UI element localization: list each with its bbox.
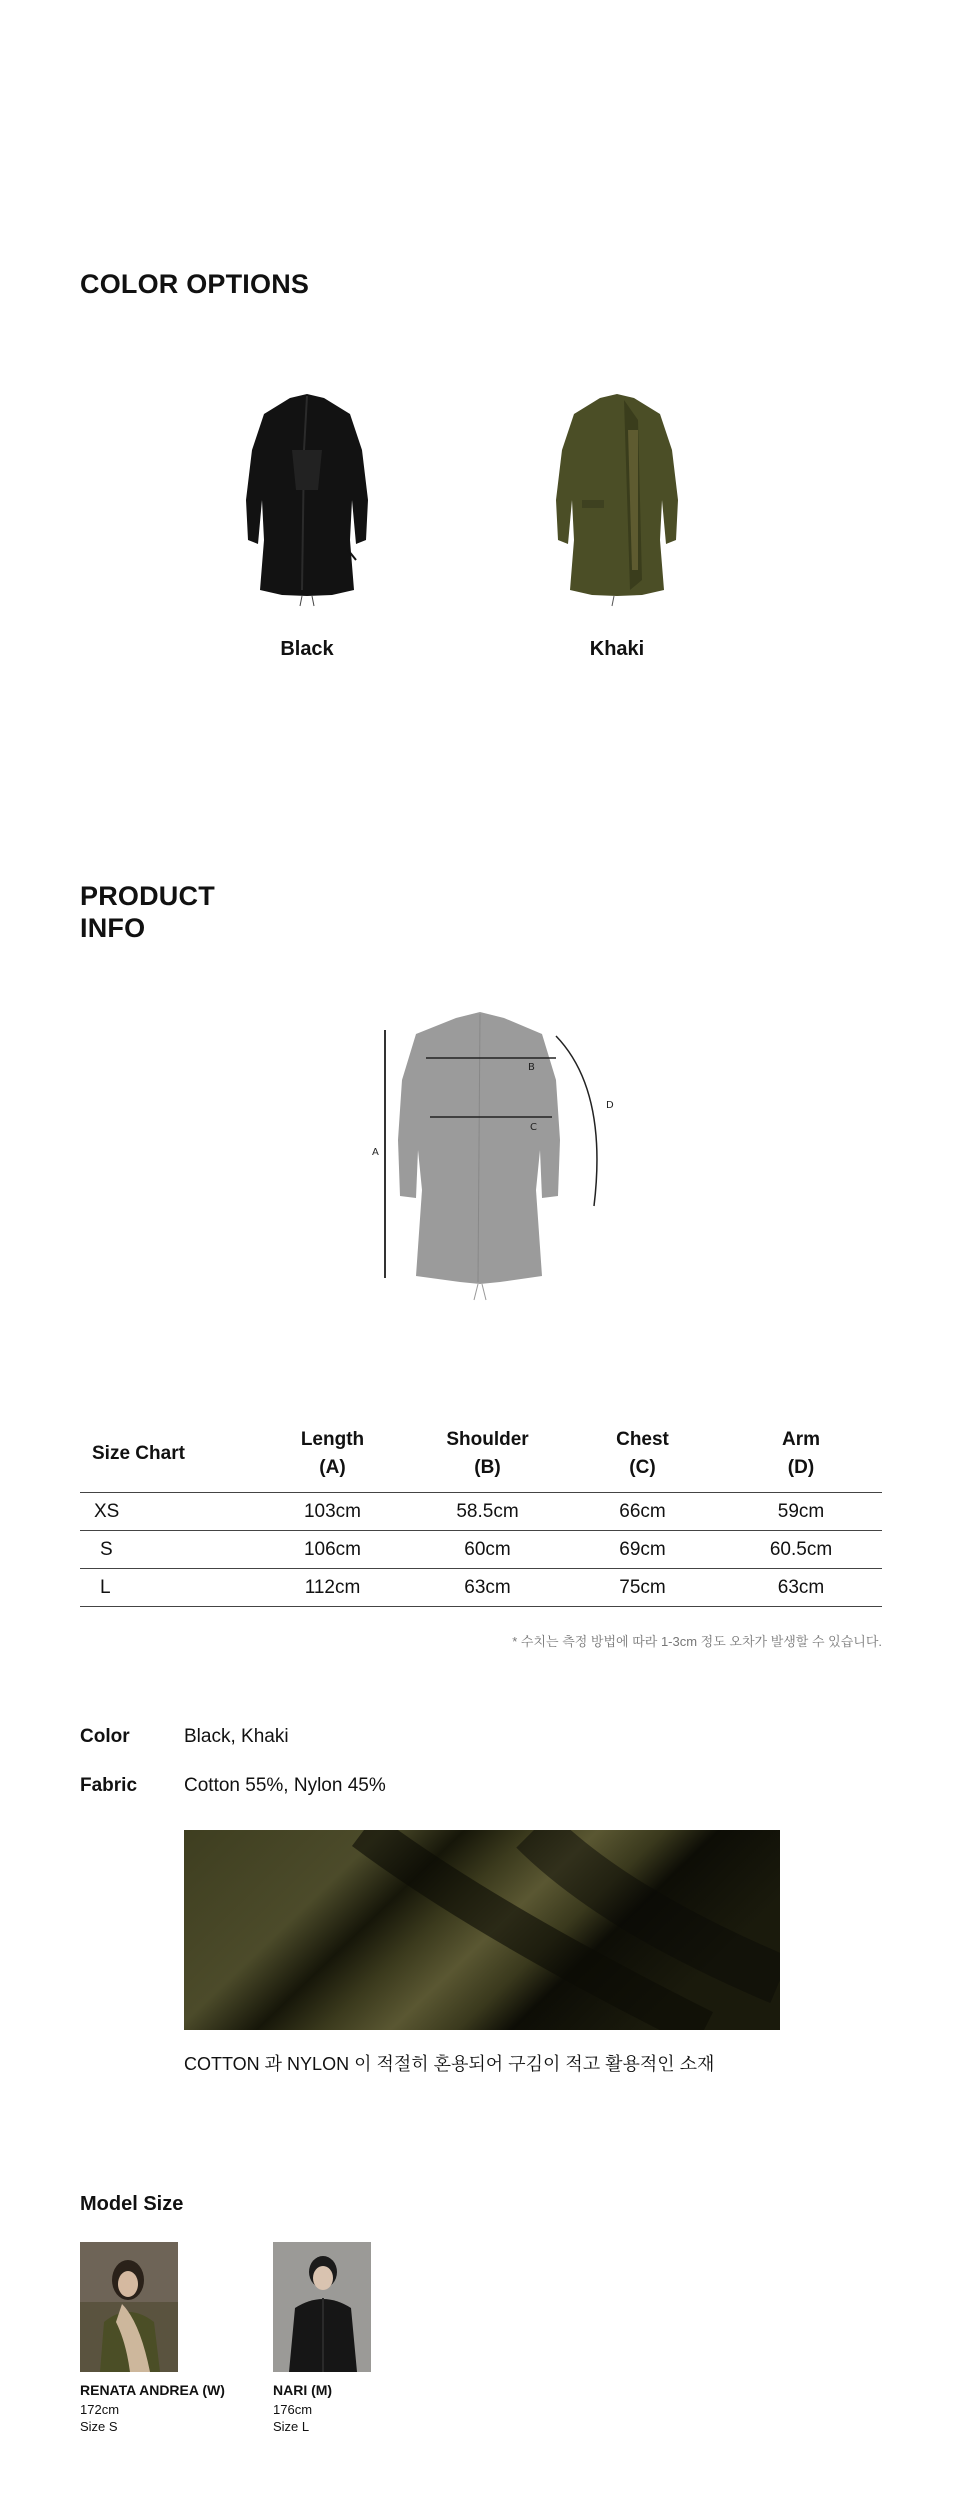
length-cell: 112cm bbox=[255, 1569, 410, 1607]
size-chart-header-row bbox=[80, 1418, 882, 1493]
color-label-black: Black bbox=[280, 638, 334, 660]
color-option-khaki[interactable] bbox=[537, 390, 697, 661]
diagram-label-b: B bbox=[528, 1062, 535, 1073]
length-cell: 103cm bbox=[255, 1493, 410, 1531]
color-label-khaki: Khaki bbox=[589, 638, 645, 660]
chest-header: Chest (C) bbox=[565, 1418, 720, 1493]
model-size: Size L bbox=[273, 2419, 310, 2434]
arm-cell: 60.5cm bbox=[720, 1531, 882, 1569]
size-cell: L bbox=[80, 1569, 255, 1607]
model-card-nari bbox=[273, 2242, 453, 2434]
model-size: Size S bbox=[80, 2419, 118, 2434]
model-height: 172cm bbox=[80, 2402, 120, 2417]
size-cell: XS bbox=[80, 1493, 255, 1531]
size-chart-table bbox=[80, 1418, 882, 1607]
chest-cell: 69cm bbox=[565, 1531, 720, 1569]
product-info-title-line2: INFO bbox=[80, 913, 146, 943]
size-chart-header: Size Chart bbox=[80, 1418, 255, 1493]
shoulder-cell: 60cm bbox=[410, 1531, 565, 1569]
chest-cell: 75cm bbox=[565, 1569, 720, 1607]
fabric-key: Fabric bbox=[80, 1775, 138, 1796]
color-option-black[interactable] bbox=[227, 390, 387, 661]
table-row bbox=[80, 1531, 882, 1569]
diagram-line-d bbox=[556, 1036, 597, 1206]
shoulder-cell: 63cm bbox=[410, 1569, 565, 1607]
model-height: 176cm bbox=[273, 2402, 313, 2417]
size-diagram bbox=[360, 1000, 620, 1320]
diagram-label-c: C bbox=[530, 1122, 537, 1133]
black-coat-image bbox=[232, 390, 382, 610]
product-info-title-line1: PRODUCT bbox=[80, 881, 215, 911]
chest-cell: 66cm bbox=[565, 1493, 720, 1531]
color-options-title: COLOR OPTIONS bbox=[80, 269, 310, 299]
model-size-title: Model Size bbox=[80, 2193, 184, 2215]
table-row bbox=[80, 1493, 882, 1531]
fabric-value: Cotton 55%, Nylon 45% bbox=[184, 1775, 386, 1796]
arm-cell: 59cm bbox=[720, 1493, 882, 1531]
model-name: RENATA ANDREA (W) bbox=[80, 2382, 225, 2398]
model-name: NARI (M) bbox=[273, 2382, 333, 2398]
color-value: Black, Khaki bbox=[184, 1726, 289, 1747]
size-note: * 수치는 측정 방법에 따라 1-3cm 정도 오차가 발생할 수 있습니다. bbox=[512, 1634, 882, 1649]
model-card-renata bbox=[80, 2242, 260, 2434]
diagram-label-a: A bbox=[372, 1147, 379, 1158]
shoulder-cell: 58.5cm bbox=[410, 1493, 565, 1531]
table-row bbox=[80, 1569, 882, 1607]
arm-header: Arm (D) bbox=[720, 1418, 882, 1493]
khaki-coat-image bbox=[542, 390, 692, 610]
fabric-swatch-image bbox=[184, 1830, 780, 2030]
model-photo-nari bbox=[273, 2242, 371, 2372]
size-cell: S bbox=[80, 1531, 255, 1569]
diagram-label-d: D bbox=[606, 1100, 614, 1111]
arm-cell: 63cm bbox=[720, 1569, 882, 1607]
length-header: Length (A) bbox=[255, 1418, 410, 1493]
length-cell: 106cm bbox=[255, 1531, 410, 1569]
product-info-title bbox=[80, 880, 215, 944]
color-key: Color bbox=[80, 1726, 130, 1747]
shoulder-header: Shoulder (B) bbox=[410, 1418, 565, 1493]
model-photo-renata bbox=[80, 2242, 178, 2372]
fabric-caption: COTTON 과 NYLON 이 적절히 혼용되어 구김이 적고 활용적인 소재 bbox=[184, 2054, 715, 2074]
